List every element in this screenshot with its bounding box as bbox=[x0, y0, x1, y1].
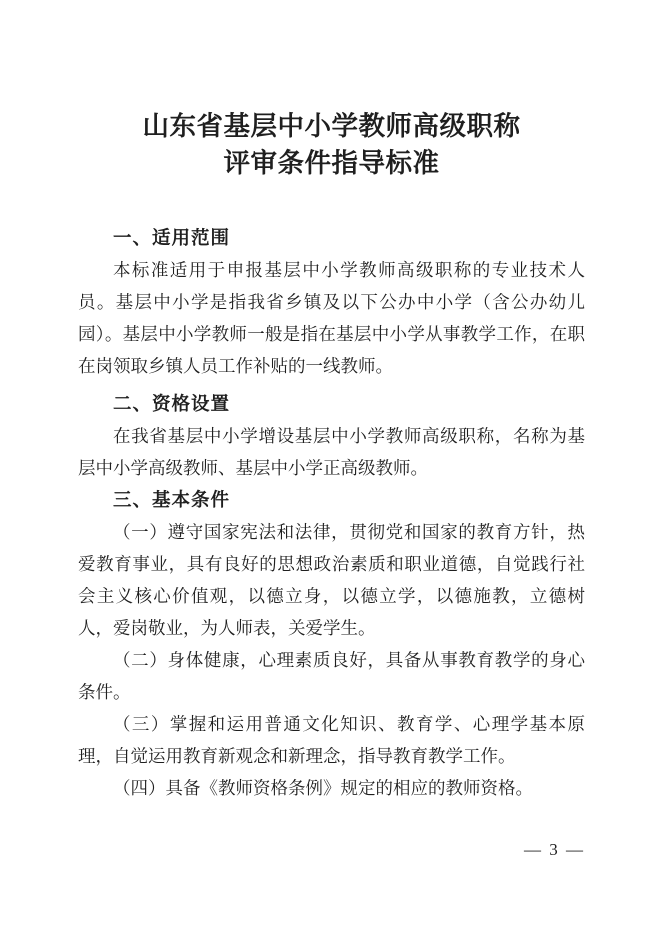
paragraph-condition-1: （一）遵守国家宪法和法律，贯彻党和国家的教育方针，热爱教育事业，具有良好的思想政治素质和职业道德，自觉践行社会主义核心价值观，以德立身，以德立学，以德施教，立德树人，爱岗敬业，为人师表，关爱学生。 bbox=[78, 522, 585, 638]
document-title-line-2: 评审条件指导标准 bbox=[223, 148, 440, 178]
section-heading-qualification-setup: 二、资格设置 bbox=[113, 393, 231, 414]
section-heading-scope: 一、适用范围 bbox=[113, 227, 231, 248]
section-qualification-setup bbox=[78, 388, 585, 484]
paragraph-condition-2: （二）身体健康，心理素质良好，具备从事教育教学的身心条件。 bbox=[78, 650, 585, 702]
section-basic-conditions bbox=[78, 484, 585, 804]
section-scope bbox=[78, 222, 585, 382]
document-title-line-1: 山东省基层中小学教师高级职称 bbox=[142, 111, 521, 141]
paragraph-condition-4: （四）具备《教师资格条例》规定的相应的教师资格。 bbox=[113, 778, 533, 798]
page-number: — 3 — bbox=[524, 840, 585, 859]
document-title bbox=[78, 108, 585, 182]
paragraph-qualification-1: 在我省基层中小学增设基层中小学教师高级职称，名称为基层中小学高级教师、基层中小学正高级教师。 bbox=[78, 426, 585, 478]
section-heading-basic-conditions: 三、基本条件 bbox=[113, 489, 231, 510]
paragraph-scope-1: 本标准适用于申报基层中小学教师高级职称的专业技术人员。基层中小学是指我省乡镇及以下公办中小学（含公办幼儿园）。基层中小学教师一般是指在基层中小学从事教学工作，在职在岗领取乡镇人员工作补贴的一线教师。 bbox=[78, 260, 585, 376]
paragraph-condition-3: （三）掌握和运用普通文化知识、教育学、心理学基本原理，自觉运用教育新观念和新理念，指导教育教学工作。 bbox=[78, 714, 585, 766]
